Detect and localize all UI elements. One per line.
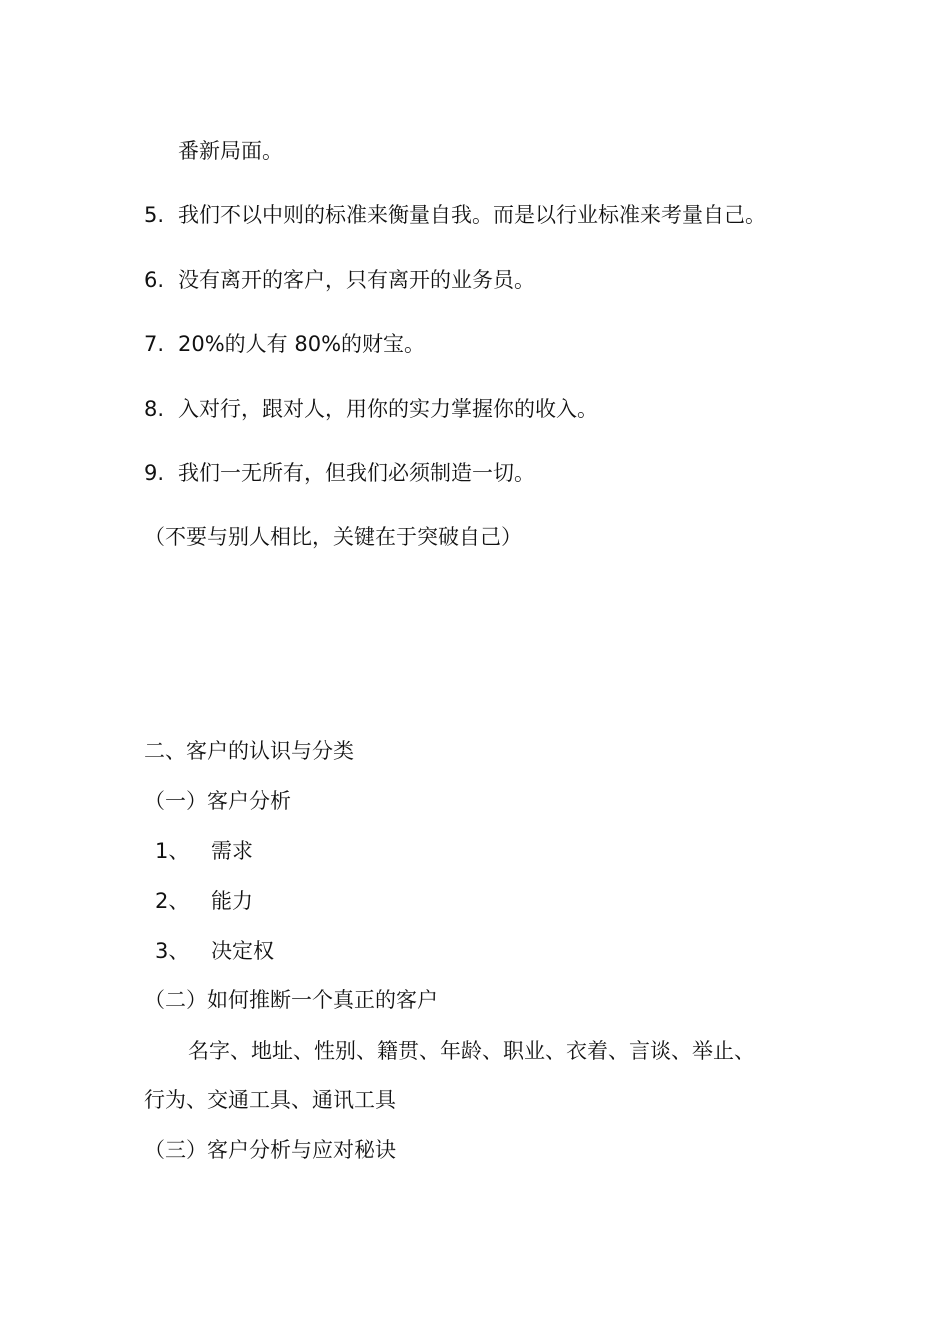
paragraph-line: 行为、交通工具、通讯工具 xyxy=(144,1088,396,1112)
list-item xyxy=(155,836,253,866)
list-item-text: 没有离开的客户，只有离开的业务员。 xyxy=(178,268,535,292)
subsection-heading: （一）客户分析 xyxy=(144,789,291,813)
paragraph-line: 名字、地址、性别、籍贯、年龄、职业、衣着、言谈、举止、 xyxy=(188,1039,755,1063)
subsection-heading: （二）如何推断一个真正的客户 xyxy=(144,988,438,1012)
list-item-number: 9. xyxy=(144,461,165,485)
list-item-text: 决定权 xyxy=(211,939,274,963)
list-item xyxy=(155,936,274,966)
list-item-number: 2、 xyxy=(155,889,190,913)
list-item-text: 我们一无所有，但我们必须制造一切。 xyxy=(178,461,535,485)
list-item-number: 1、 xyxy=(155,839,190,863)
section-heading: 二、客户的认识与分类 xyxy=(144,739,354,763)
list-item xyxy=(144,265,535,295)
list-item-text: 能力 xyxy=(211,889,253,913)
list-item-number: 8. xyxy=(144,397,165,421)
list-item xyxy=(144,200,766,230)
list-item xyxy=(155,886,253,916)
list-item-text: 20%的人有 80%的财宝。 xyxy=(178,332,426,356)
list-item xyxy=(144,329,425,359)
subsection-heading: （三）客户分析与应对秘诀 xyxy=(144,1138,396,1162)
list-item-number: 7. xyxy=(144,332,165,356)
list-item-number: 5. xyxy=(144,203,165,227)
list-item-text: 需求 xyxy=(211,839,253,863)
list-item xyxy=(144,458,535,488)
list-item-text: 入对行，跟对人，用你的实力掌握你的收入。 xyxy=(178,397,598,421)
list-item-number: 6. xyxy=(144,268,165,292)
list-item-number: 3、 xyxy=(155,939,190,963)
continuation-text: 番新局面。 xyxy=(178,139,283,163)
list-item xyxy=(144,394,598,424)
list-item-text: 我们不以中则的标准来衡量自我。而是以行业标准来考量自己。 xyxy=(178,203,766,227)
note-text: （不要与别人相比，关键在于突破自己） xyxy=(144,525,522,549)
